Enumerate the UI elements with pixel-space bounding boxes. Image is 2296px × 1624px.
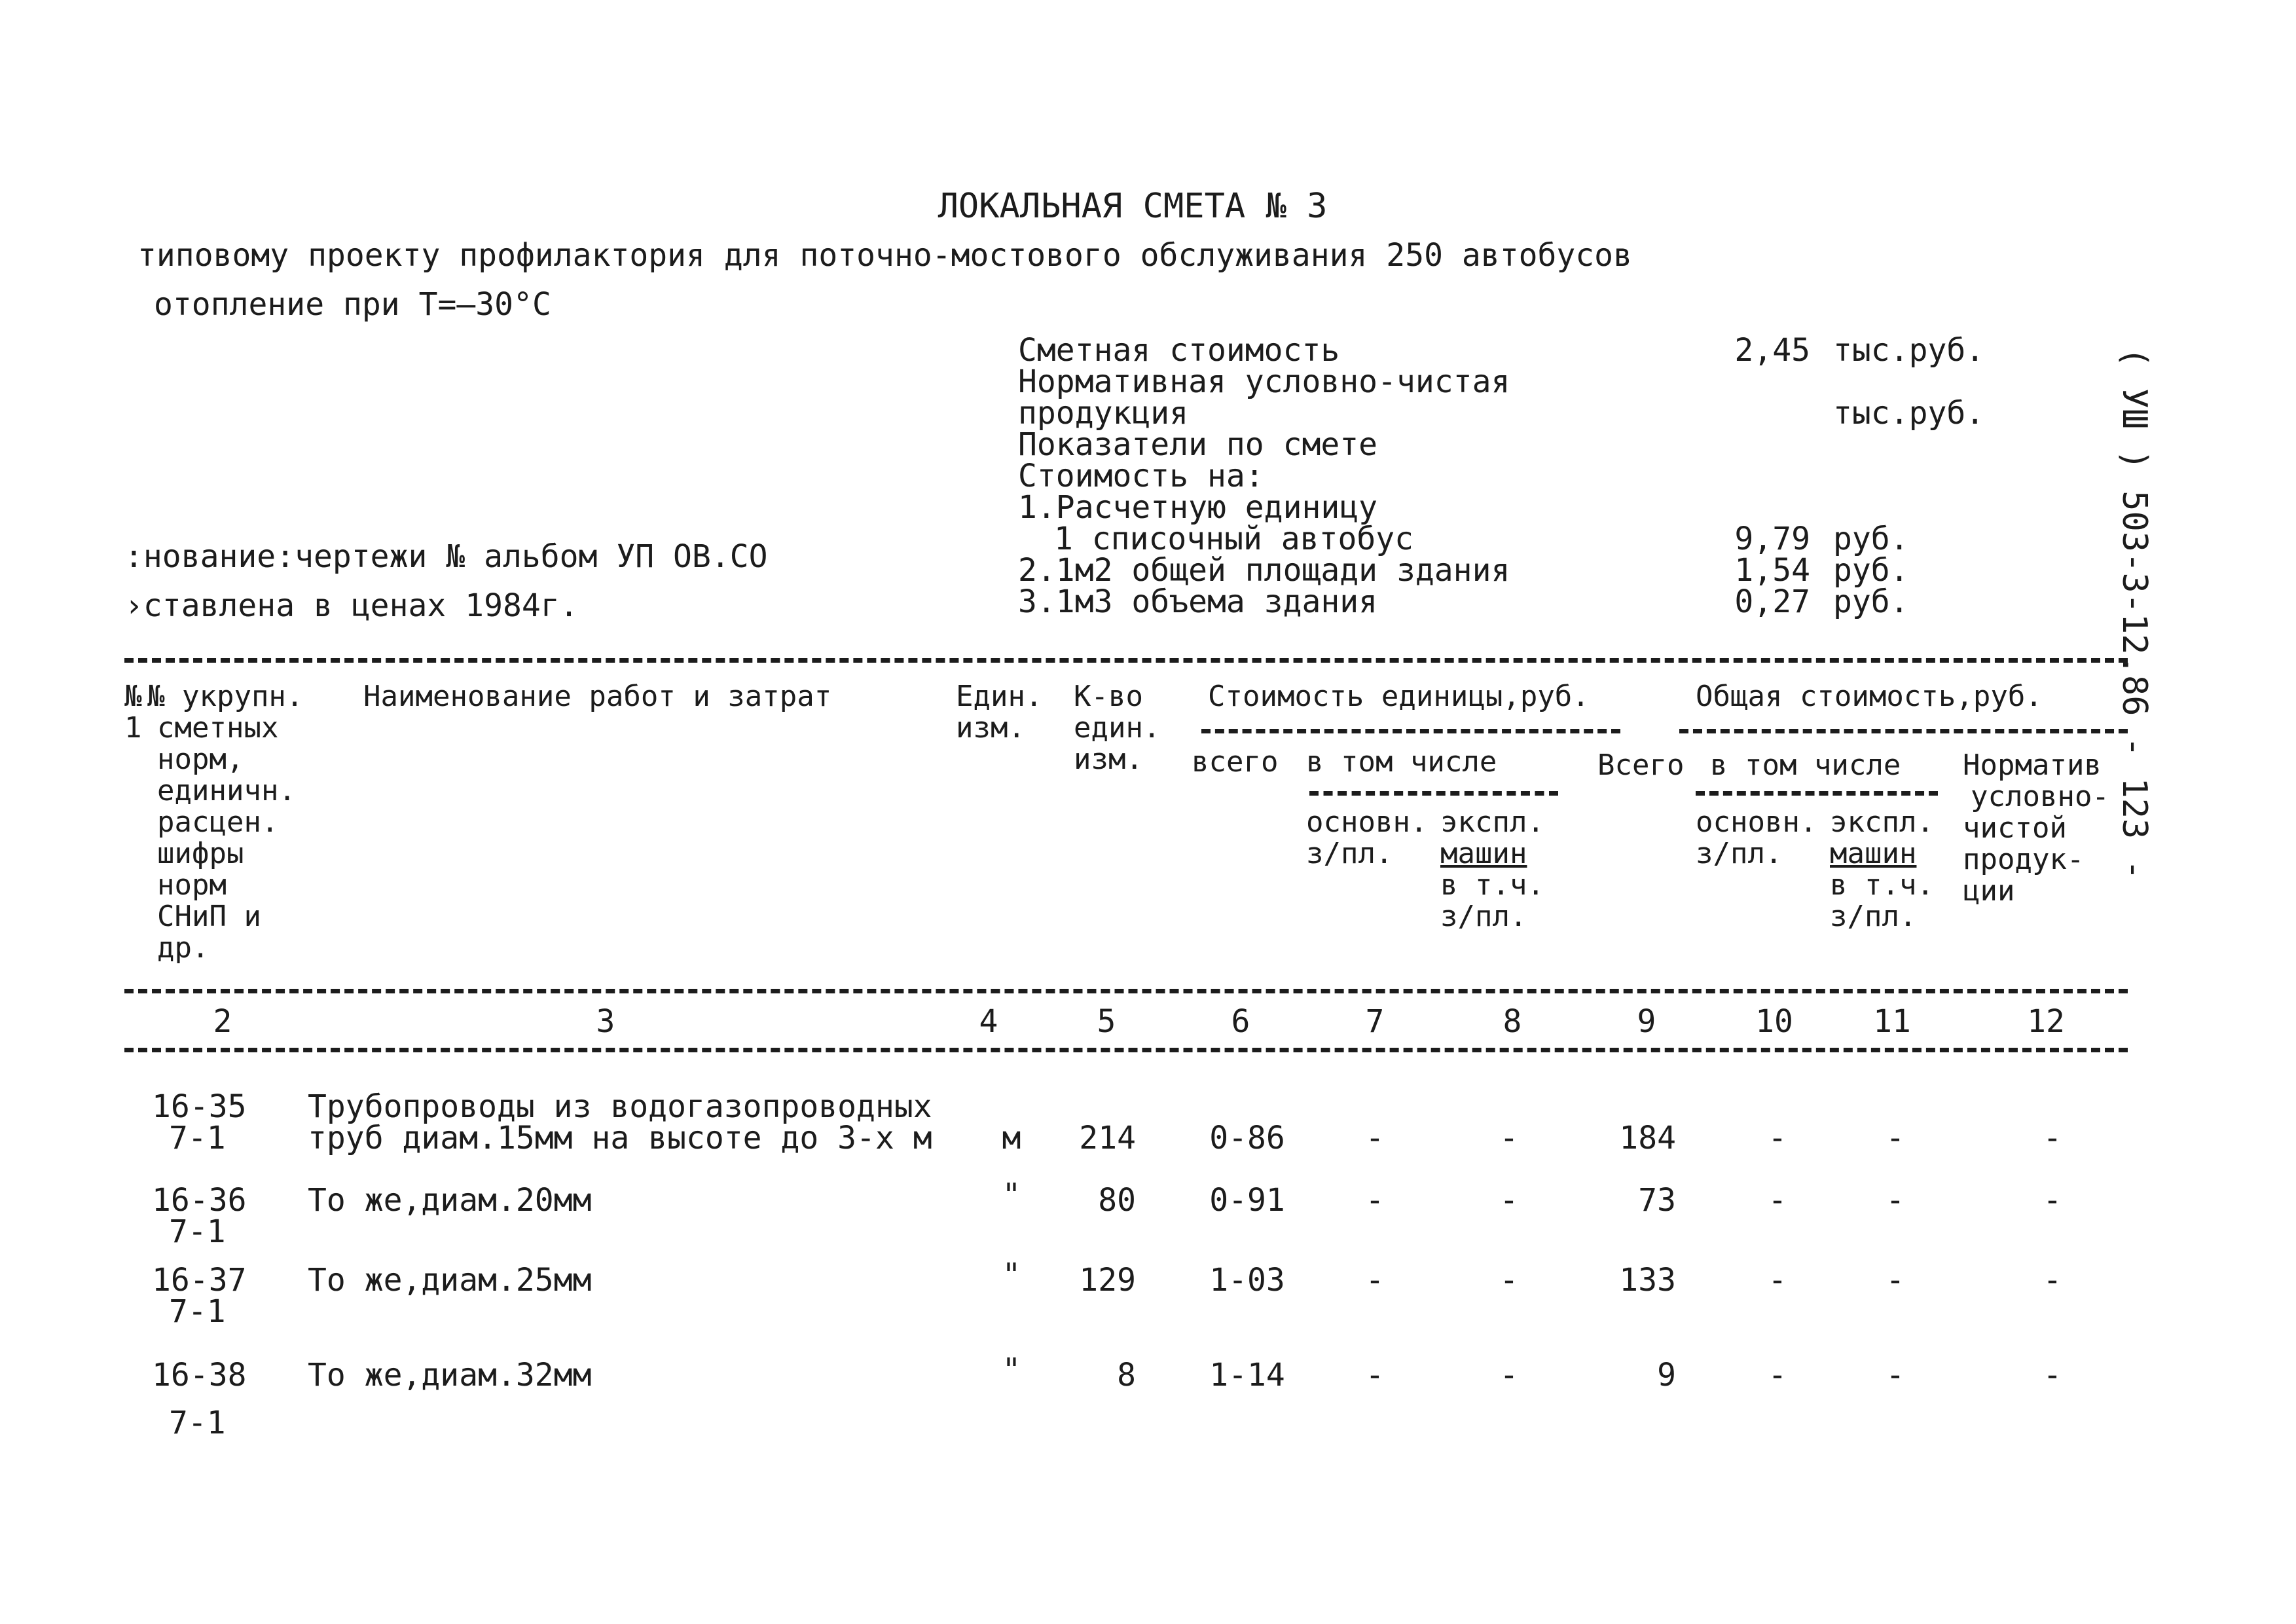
row4-code-1: 16-38 [152,1357,247,1393]
unit-cost-machines-1: экспл. [1440,805,1544,839]
total-cost-machines-1: экспл. [1830,805,1934,839]
indicators-label: Показатели по смете [1018,426,1378,463]
row1-code-1: 16-35 [152,1088,247,1125]
row3-col12: - [2043,1262,2062,1299]
total-cost-basic-salary-2: з/пл. [1696,837,1783,870]
col-number-11: 11 [1873,1003,1911,1040]
row4-total: 9 [1657,1357,1676,1393]
row3-code-1: 16-37 [152,1262,247,1299]
row4-col7: - [1365,1357,1385,1393]
col-number-8: 8 [1503,1003,1522,1040]
col2-header-1: № укрупн. [147,680,304,713]
unit1-value: 9,79 [1734,521,1810,557]
row1-col8: - [1499,1120,1519,1156]
unit-cost-header: Стоимость единицы,руб. [1208,680,1590,713]
area-label: 2.1м2 общей площади здания [1018,552,1510,589]
row3-code-2: 7-1 [169,1293,226,1330]
row1-name-2: труб диам.15мм на высоте до 3-х м [308,1120,932,1156]
volume-value: 0,27 [1734,583,1810,620]
col5-header-1: К-во [1074,680,1143,713]
basis-text: :нование:чертежи № альбом УП ОВ.СО [124,538,768,575]
norm-net-header-3: чистой [1963,811,2067,845]
col2-header-5: расцен. [157,805,279,839]
row1-unit: м [1002,1120,1021,1156]
row3-name-1: То же,диам.25мм [308,1262,592,1299]
row3-total: 133 [1619,1262,1676,1299]
row1-col7: - [1365,1120,1385,1156]
est-cost-label: Сметная стоимость [1018,332,1340,369]
volume-label: 3.1м3 объема здания [1018,583,1378,620]
row3-unit: " [1002,1257,1021,1293]
total-cost-machines-2: машин [1830,837,1917,870]
unit-cost-basic-salary-2: з/пл. [1306,837,1393,870]
row2-cost: 0-91 [1209,1182,1285,1219]
total-cost-in-which-header: в том числе [1710,748,1901,782]
unit1-label: 1.Расчетную единицу [1018,489,1378,526]
rule-top [124,658,2128,663]
total-cost-machines-4: з/пл. [1830,900,1917,933]
col1-header-a: № [124,680,142,713]
row3-col7: - [1365,1262,1385,1299]
col2-header-2: сметных [157,711,279,745]
area-value: 1,54 [1734,552,1810,589]
row3-col8: - [1499,1262,1519,1299]
col-number-3: 3 [596,1003,615,1040]
col2-header-8: СНиП и [157,900,261,933]
row2-total: 73 [1638,1182,1676,1219]
row1-col11: - [1886,1120,1905,1156]
col3-header: Наименование работ и затрат [363,680,832,713]
col4-header-1: Един. [956,680,1043,713]
total-cost-machines-3: в т.ч. [1830,868,1934,902]
unit-cost-total-header: всего [1192,745,1279,779]
row3-col10: - [1768,1262,1787,1299]
area-unit: руб. [1833,552,1909,589]
col-number-2: 2 [213,1003,232,1040]
row2-col11: - [1886,1182,1905,1219]
col-number-5: 5 [1097,1003,1116,1040]
est-cost-value: 2,45 [1734,332,1810,369]
row1-total: 184 [1619,1120,1676,1156]
row2-name-1: То же,диам.20мм [308,1182,592,1219]
document-stamp: ( УШ ) 503-3-12.86 - 123 - [2115,347,2154,880]
norm-label-2: продукция [1018,395,1189,432]
row2-qty: 80 [1098,1182,1136,1219]
row2-unit: " [1002,1177,1021,1213]
col2-header-4: единичн. [157,774,296,807]
rule-unit-cost [1201,729,1620,733]
cost-on-label: Стоимость на: [1018,458,1264,494]
unit-cost-in-which-header: в том числе [1306,745,1497,779]
unit-cost-basic-salary-1: основн. [1306,805,1428,839]
row4-code-2: 7-1 [169,1405,226,1441]
rule-header-bottom [124,989,2128,993]
row2-col7: - [1365,1182,1385,1219]
rule-total-cost [1679,729,2128,733]
row2-col8: - [1499,1182,1519,1219]
norm-net-header-4: продук- [1963,843,2085,876]
col-number-12: 12 [2027,1003,2065,1040]
volume-unit: руб. [1833,583,1909,620]
row4-name-1: То же,диам.32мм [308,1357,592,1393]
unit-cost-machines-2: машин [1440,837,1527,870]
total-cost-total-header: Всего [1597,748,1685,782]
compiled-text: ›ставлена в ценах 1984г. [124,587,579,624]
col2-header-6: шифры [157,837,244,870]
col-number-6: 6 [1231,1003,1250,1040]
norm-net-header-1: Норматив [1963,748,2102,782]
row2-col12: - [2043,1182,2062,1219]
col-number-10: 10 [1755,1003,1793,1040]
col1-header-b: 1 [124,711,142,745]
row2-code-1: 16-36 [152,1182,247,1219]
unit-cost-machines-3: в т.ч. [1440,868,1544,902]
unit1-unit: руб. [1833,521,1909,557]
unit1-sub: 1 списочный автобус [1054,521,1414,557]
norm-net-header-5: ции [1963,874,2015,908]
col2-header-7: норм [157,868,227,902]
col4-header-2: изм. [956,711,1025,745]
row1-code-2: 7-1 [169,1120,226,1156]
row3-qty: 129 [1079,1262,1136,1299]
row1-col10: - [1768,1120,1787,1156]
col5-header-3: изм. [1074,743,1143,776]
norm-net-header-2: условно- [1971,780,2109,813]
row2-code-2: 7-1 [169,1213,226,1250]
row4-col10: - [1768,1357,1787,1393]
row4-col11: - [1886,1357,1905,1393]
rule-numbers-bottom [124,1048,2128,1052]
row3-col11: - [1886,1262,1905,1299]
rule-in-which-2 [1696,791,1938,796]
col-number-4: 4 [979,1003,998,1040]
row1-cost: 0-86 [1209,1120,1285,1156]
unit-cost-machines-4: з/пл. [1440,900,1527,933]
row2-col10: - [1768,1182,1787,1219]
row1-col12: - [2043,1120,2062,1156]
subtitle-line-2: отопление при Т=—30°С [154,286,551,323]
row3-cost: 1-03 [1209,1262,1285,1299]
row1-name-1: Трубопроводы из водогазопроводных [308,1088,932,1125]
norm-unit: тыс.руб. [1833,395,1985,432]
row1-qty: 214 [1079,1120,1136,1156]
col-number-7: 7 [1365,1003,1385,1040]
total-cost-basic-salary-1: основн. [1696,805,1817,839]
row4-qty: 8 [1117,1357,1136,1393]
subtitle-line-1: типовому проекту профилактория для поточно-мостового обслуживания 250 автобусов [137,237,1632,274]
col2-header-9: др. [157,931,210,965]
est-cost-unit: тыс.руб. [1833,332,1985,369]
col-number-9: 9 [1637,1003,1656,1040]
page-title: ЛОКАЛЬНАЯ СМЕТА № 3 [938,187,1328,226]
col2-header-3: норм, [157,743,244,776]
norm-label-1: Нормативная условно-чистая [1018,363,1510,400]
row4-col12: - [2043,1357,2062,1393]
row4-col8: - [1499,1357,1519,1393]
row4-cost: 1-14 [1209,1357,1285,1393]
total-cost-header: Общая стоимость,руб. [1696,680,2043,713]
row4-unit: " [1002,1352,1021,1388]
col5-header-2: един. [1074,711,1161,745]
rule-in-which [1309,791,1558,796]
